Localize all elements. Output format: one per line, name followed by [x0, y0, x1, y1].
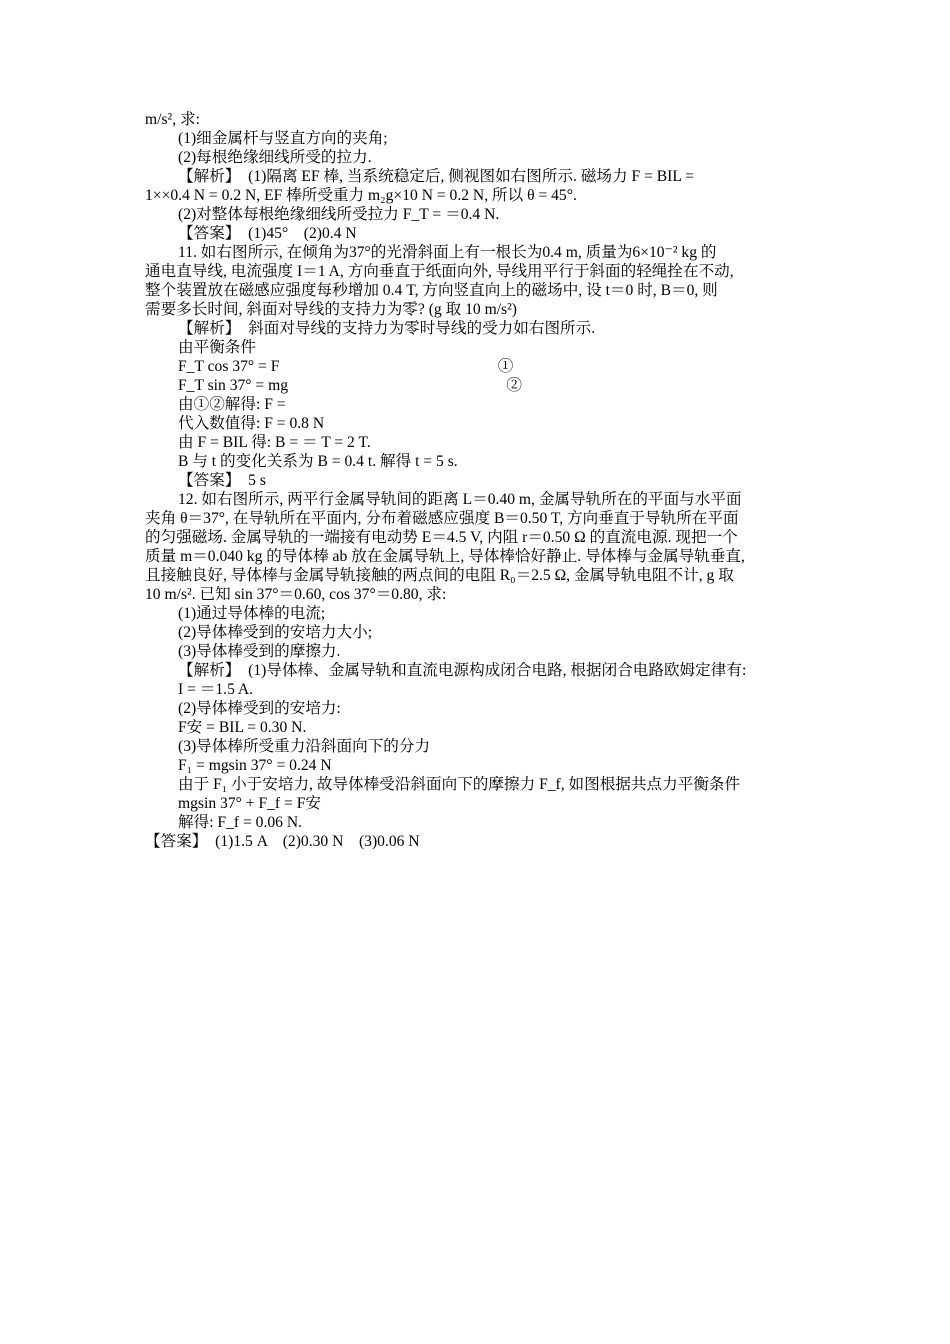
text-line: 解得: F_f = 0.06 N. [178, 814, 303, 831]
text-line: 且接触良好, 导体棒与金属导轨接触的两点间的电阻 R₀＝2.5 Ω, 金属导轨电阻不计, g 取 [145, 567, 734, 584]
text-line: 【答案】 (1)1.5 A (2)0.30 N (3)0.06 N [145, 833, 420, 850]
text-line: B 与 t 的变化关系为 B = 0.4 t. 解得 t = 5 s. [178, 453, 458, 470]
text-line: 1××0.4 N = 0.2 N, EF 棒所受重力 m₂g×10 N = 0.2 N, 所以 θ = 45°. [145, 187, 577, 204]
text-line: 通电直导线, 电流强度 I＝1 A, 方向垂直于纸面向外, 导线用平行于斜面的轻绳拴在不动, [145, 263, 734, 280]
text-line: (1)细金属杆与竖直方向的夹角; [178, 130, 388, 147]
text-line: 夹角 θ＝37°, 在导轨所在平面内, 分布着磁感应强度 B＝0.50 T, 方向垂直于导轨所在平面 [145, 510, 739, 527]
text-line: 【答案】 5 s [178, 472, 266, 489]
text-line: 由平衡条件 [178, 339, 256, 356]
text-line: (2)导体棒受到的安培力: [178, 700, 341, 717]
text-line: 需要多长时间, 斜面对导线的支持力为零? (g 取 10 m/s²) [145, 301, 517, 318]
text-line: 整个装置放在磁感应强度每秒增加 0.4 T, 方向竖直向上的磁场中, 设 t＝0 时, B＝0, 则 [145, 282, 718, 299]
text-line: I = ＝1.5 A. [178, 681, 254, 698]
text-line: (3)导体棒所受重力沿斜面向下的分力 [178, 738, 431, 755]
text-line: 的匀强磁场. 金属导轨的一端接有电动势 E＝4.5 V, 内阻 r＝0.50 Ω 的直流电源. 现把一个 [145, 529, 738, 546]
text-line: (2)对整体每根绝缘细线所受拉力 F_T = ＝0.4 N. [178, 206, 500, 223]
text-line: 由①②解得: F = [178, 396, 286, 413]
text-line: 由 F = BIL 得: B = ＝ T = 2 T. [178, 434, 371, 451]
text-line: 【答案】 (1)45° (2)0.4 N [178, 225, 357, 242]
text-line: 由于 F₁ 小于安培力, 故导体棒受沿斜面向下的摩擦力 F_f, 如图根据共点力平衡条件 [178, 776, 741, 793]
text-line: 【解析】 斜面对导线的支持力为零时导线的受力如右图所示. [178, 320, 596, 337]
text-line: (3)导体棒受到的摩擦力. [178, 643, 341, 660]
text-line: F安 = BIL = 0.30 N. [178, 719, 307, 736]
text-line: 质量 m＝0.040 kg 的导体棒 ab 放在金属导轨上, 导体棒恰好静止. 导体棒与金属导轨垂直, [145, 548, 745, 565]
text-line: (2)导体棒受到的安培力大小; [178, 624, 373, 641]
text-line: mgsin 37° + F_f = F安 [178, 795, 321, 812]
text-line: m/s², 求: [145, 111, 200, 128]
text-line: 【解析】 (1)导体棒、金属导轨和直流电源构成闭合电路, 根据闭合电路欧姆定律有: [178, 662, 747, 679]
text-line: (1)通过导体棒的电流; [178, 605, 326, 622]
text-line: 【解析】 (1)隔离 EF 棒, 当系统稳定后, 侧视图如右图所示. 磁场力 F = BIL = [178, 168, 695, 185]
text-line: 代入数值得: F = 0.8 N [178, 415, 325, 432]
text-line: F_T cos 37° = F ① [178, 358, 514, 375]
text-line: F₁ = mgsin 37° = 0.24 N [178, 757, 332, 774]
text-line: 10 m/s². 已知 sin 37°＝0.60, cos 37°＝0.80, 求: [145, 586, 447, 603]
text-line: (2)每根绝缘细线所受的拉力. [178, 149, 372, 166]
text-line: F_T sin 37° = mg ② [178, 377, 522, 394]
text-line: 11. 如右图所示, 在倾角为37°的光滑斜面上有一根长为0.4 m, 质量为6×10⁻² kg 的 [178, 244, 717, 261]
text-line: 12. 如右图所示, 两平行金属导轨间的距离 L＝0.40 m, 金属导轨所在的平面与水平面 [178, 491, 742, 508]
